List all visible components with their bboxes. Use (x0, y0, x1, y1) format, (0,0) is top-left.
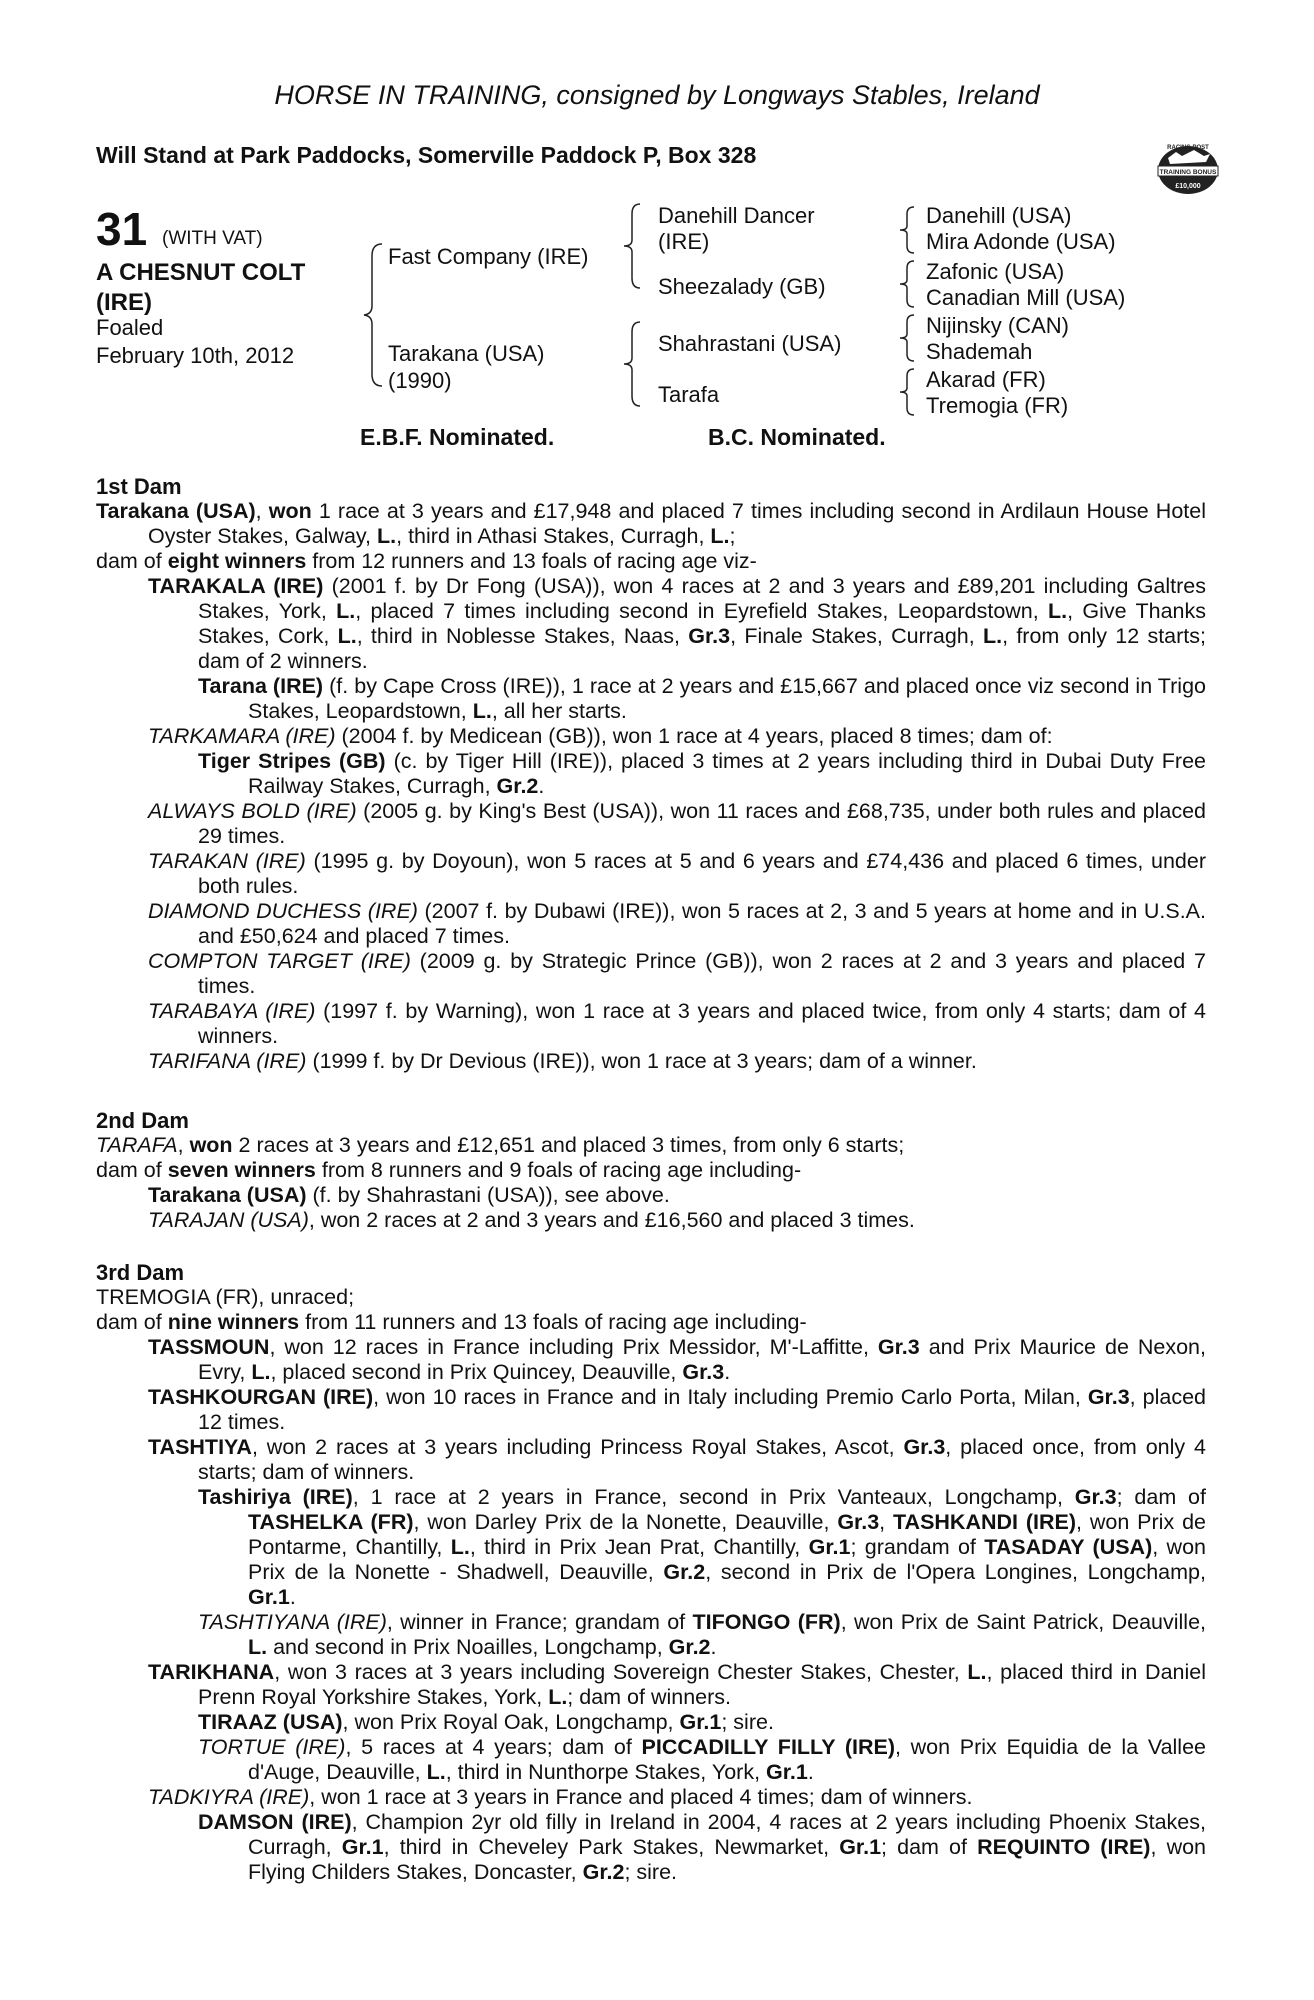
produce-tarkamara: TARKAMARA (IRE) (2004 f. by Medicean (GB)), won 1 race at 4 years, placed 8 times; dam of: (148, 724, 1053, 748)
badge-line3: £10,000 (1175, 183, 1201, 190)
g1-brace (896, 204, 918, 256)
third-dam-produce: dam of nine winners from 11 runners and 13 foals of racing age including- (96, 1310, 807, 1334)
vat-note: (WITH VAT) (162, 228, 263, 249)
badge-line1: RACING POST (1167, 145, 1209, 151)
produce-tortue: TORTUE (IRE), 5 races at 4 years; dam of PICCADILLY FILLY (IRE), won Prix Equidia de la Vallee d'Auge, Deauville, L., third in Nunthorpe Stakes, York, Gr.1. (198, 1735, 1206, 1784)
sire-dam: Sheezalady (GB) (658, 274, 826, 299)
second-dam-heading: 2nd Dam (96, 1108, 189, 1133)
stand-location: Will Stand at Park Paddocks, Somerville Paddock P, Box 328 (96, 142, 757, 168)
produce-tadkiyra: TADKIYRA (IRE), won 1 race at 3 years in France and placed 4 times; dam of winners. (148, 1785, 973, 1809)
gg-1: Danehill (USA) (926, 203, 1072, 228)
produce-tiger-stripes: Tiger Stripes (GB) (c. by Tiger Hill (IRE)), placed 3 times at 2 years including third in Dubai Duty Free Railway Stakes, Curragh, Gr.2. (198, 749, 1206, 798)
produce-tashiriya: Tashiriya (IRE), 1 race at 2 years in France, second in Prix Vanteaux, Longchamp, Gr.3; dam of TASHELKA (FR), won Darley Prix de la Nonette, Deauville, Gr.3, TASHKANDI (IRE), won Prix de Pontarme, Chantilly, L., third in Prix Jean Prat, Chantilly, Gr.1; grandam of TASADAY (USA), won Prix de la Nonette - Shadwell, Deauville, Gr.2, second in Prix de l'Opera Longines, Longchamp, Gr.1. (198, 1485, 1207, 1609)
second-dam-summary: TARAFA, won 2 races at 3 years and £12,651 and placed 3 times, from only 6 starts; (96, 1133, 905, 1157)
produce-tassmoun: TASSMOUN, won 12 races in France including Prix Messidor, M'-Laffitte, Gr.3 and Prix Maurice de Nexon, Evry, L., placed second in Prix Quincey, Deauville, Gr.3. (148, 1335, 1206, 1384)
first-dam-section (96, 474, 1206, 1074)
ebf-nominated: E.B.F. Nominated. (360, 424, 555, 450)
foaled-label: Foaled (96, 315, 164, 340)
gg-2: Mira Adonde (USA) (926, 229, 1116, 254)
lot-number: 31 (96, 203, 148, 255)
sire-dam-brace (360, 240, 390, 390)
foaled-value: February 10th, 2012 (96, 343, 295, 368)
bc-nominated: B.C. Nominated. (708, 424, 886, 450)
dam-name: Tarakana (USA) (388, 341, 545, 366)
produce-tiraaz: TIRAAZ (USA), won Prix Royal Oak, Longchamp, Gr.1; sire. (198, 1710, 774, 1734)
produce-tarana: Tarana (IRE) (f. by Cape Cross (IRE)), 1 race at 2 years and £15,667 and placed once viz second in Trigo Stakes, Leopardstown, L., all her starts. (198, 674, 1206, 723)
produce-tarajan: TARAJAN (USA), won 2 races at 2 and 3 years and £16,560 and placed 3 times. (148, 1208, 915, 1232)
training-bonus-badge-icon (1154, 140, 1222, 202)
produce-tarakan: TARAKAN (IRE) (1995 g. by Doyoun), won 5 races at 5 and 6 years and £74,436 and placed 6 times, under both rules. (148, 849, 1206, 898)
produce-tarakala: TARAKALA (IRE) (2001 f. by Dr Fong (USA)), won 4 races at 2 and 3 years and £89,201 including Galtres Stakes, York, L., placed 7 times including second in Eyrefield Stakes, Leopardstown, L., Give Thanks Stakes, Cork, L., third in Noblesse Stakes, Naas, Gr.3, Finale Stakes, Curragh, L., from only 12 starts; dam of 2 winners. (148, 574, 1207, 673)
gg-8: Tremogia (FR) (926, 393, 1069, 418)
gg-7: Akarad (FR) (926, 367, 1046, 392)
produce-compton-target: COMPTON TARGET (IRE) (2009 g. by Strategic Prince (GB)), won 2 races at 2 and 3 years and placed 7 times. (148, 949, 1206, 998)
first-dam-produce: dam of eight winners from 12 runners and 13 foals of racing age viz- (96, 549, 757, 573)
produce-tashtiya: TASHTIYA, won 2 races at 3 years including Princess Royal Stakes, Ascot, Gr.3, placed once, from only 4 starts; dam of winners. (148, 1435, 1206, 1484)
produce-tarabaya: TARABAYA (IRE) (1997 f. by Warning), won 1 race at 3 years and placed twice, from only 4 starts; dam of 4 winners. (148, 999, 1206, 1048)
lot-description (96, 258, 356, 318)
second-dam-produce: dam of seven winners from 8 runners and 9 foals of racing age including- (96, 1158, 802, 1182)
dam-brace (620, 318, 646, 410)
produce-damson: DAMSON (IRE), Champion 2yr old filly in Ireland in 2004, 4 races at 2 years including Phoenix Stakes, Curragh, Gr.1, third in Cheveley Park Stakes, Newmarket, Gr.1; dam of REQUINTO (IRE), won Flying Childers Stakes, Doncaster, Gr.2; sire. (198, 1810, 1207, 1884)
dam-dam: Tarafa (658, 382, 720, 407)
produce-tashtiyana: TASHTIYANA (IRE), winner in France; grandam of TIFONGO (FR), won Prix de Saint Patrick, Deauville, L. and second in Prix Noailles, Longchamp, Gr.2. (198, 1610, 1207, 1659)
g2-brace (896, 258, 918, 310)
badge-line2: TRAINING BONUS (1159, 169, 1217, 176)
first-dam-heading: 1st Dam (96, 474, 182, 499)
sire-brace (620, 200, 646, 292)
sire-name: Fast Company (IRE) (388, 244, 589, 269)
produce-always-bold: ALWAYS BOLD (IRE) (2005 g. by King's Best (USA)), won 11 races and £68,735, under both rules and placed 29 times. (148, 799, 1207, 848)
first-dam-summary: Tarakana (USA), won 1 race at 3 years and £17,948 and placed 7 times including second in Ardilaun House Hotel Oyster Stakes, Galway, L., third in Athasi Stakes, Curragh, L.; (96, 499, 1206, 548)
third-dam-summary: TREMOGIA (FR), unraced; (96, 1285, 355, 1309)
lot-desc-line2: (IRE) (96, 289, 152, 316)
sire-sire-country: (IRE) (658, 229, 710, 254)
page-header: HORSE IN TRAINING, consigned by Longways Stables, Ireland (274, 80, 1040, 110)
second-dam-section (96, 1108, 1206, 1233)
dam-year: (1990) (388, 368, 452, 393)
produce-tarifana: TARIFANA (IRE) (1999 f. by Dr Devious (IRE)), won 1 race at 3 years; dam of a winner. (148, 1049, 977, 1073)
gg-4: Canadian Mill (USA) (926, 285, 1126, 310)
lot-desc-line1: A CHESNUT COLT (96, 259, 306, 286)
produce-tashkourgan: TASHKOURGAN (IRE), won 10 races in France and in Italy including Premio Carlo Porta, Milan, Gr.3, placed 12 times. (148, 1385, 1206, 1434)
sire-sire: Danehill Dancer (658, 203, 815, 228)
g4-brace (896, 366, 918, 418)
foaled-date (96, 314, 294, 370)
third-dam-section (96, 1260, 1206, 1885)
produce-tarakana: Tarakana (USA) (f. by Shahrastani (USA)), see above. (148, 1183, 670, 1207)
gg-6: Shademah (926, 339, 1033, 364)
dam-sire: Shahrastani (USA) (658, 331, 842, 356)
gg-3: Zafonic (USA) (926, 259, 1065, 284)
produce-tarikhana: TARIKHANA, won 3 races at 3 years including Sovereign Chester Stakes, Chester, L., placed third in Daniel Prenn Royal Yorkshire Stakes, York, L.; dam of winners. (148, 1660, 1206, 1709)
gg-5: Nijinsky (CAN) (926, 313, 1069, 338)
g3-brace (896, 312, 918, 364)
third-dam-heading: 3rd Dam (96, 1260, 185, 1285)
produce-diamond-duchess: DIAMOND DUCHESS (IRE) (2007 f. by Dubawi (IRE)), won 5 races at 2, 3 and 5 years at home and in U.S.A. and £50,624 and placed 7 times. (148, 899, 1206, 948)
